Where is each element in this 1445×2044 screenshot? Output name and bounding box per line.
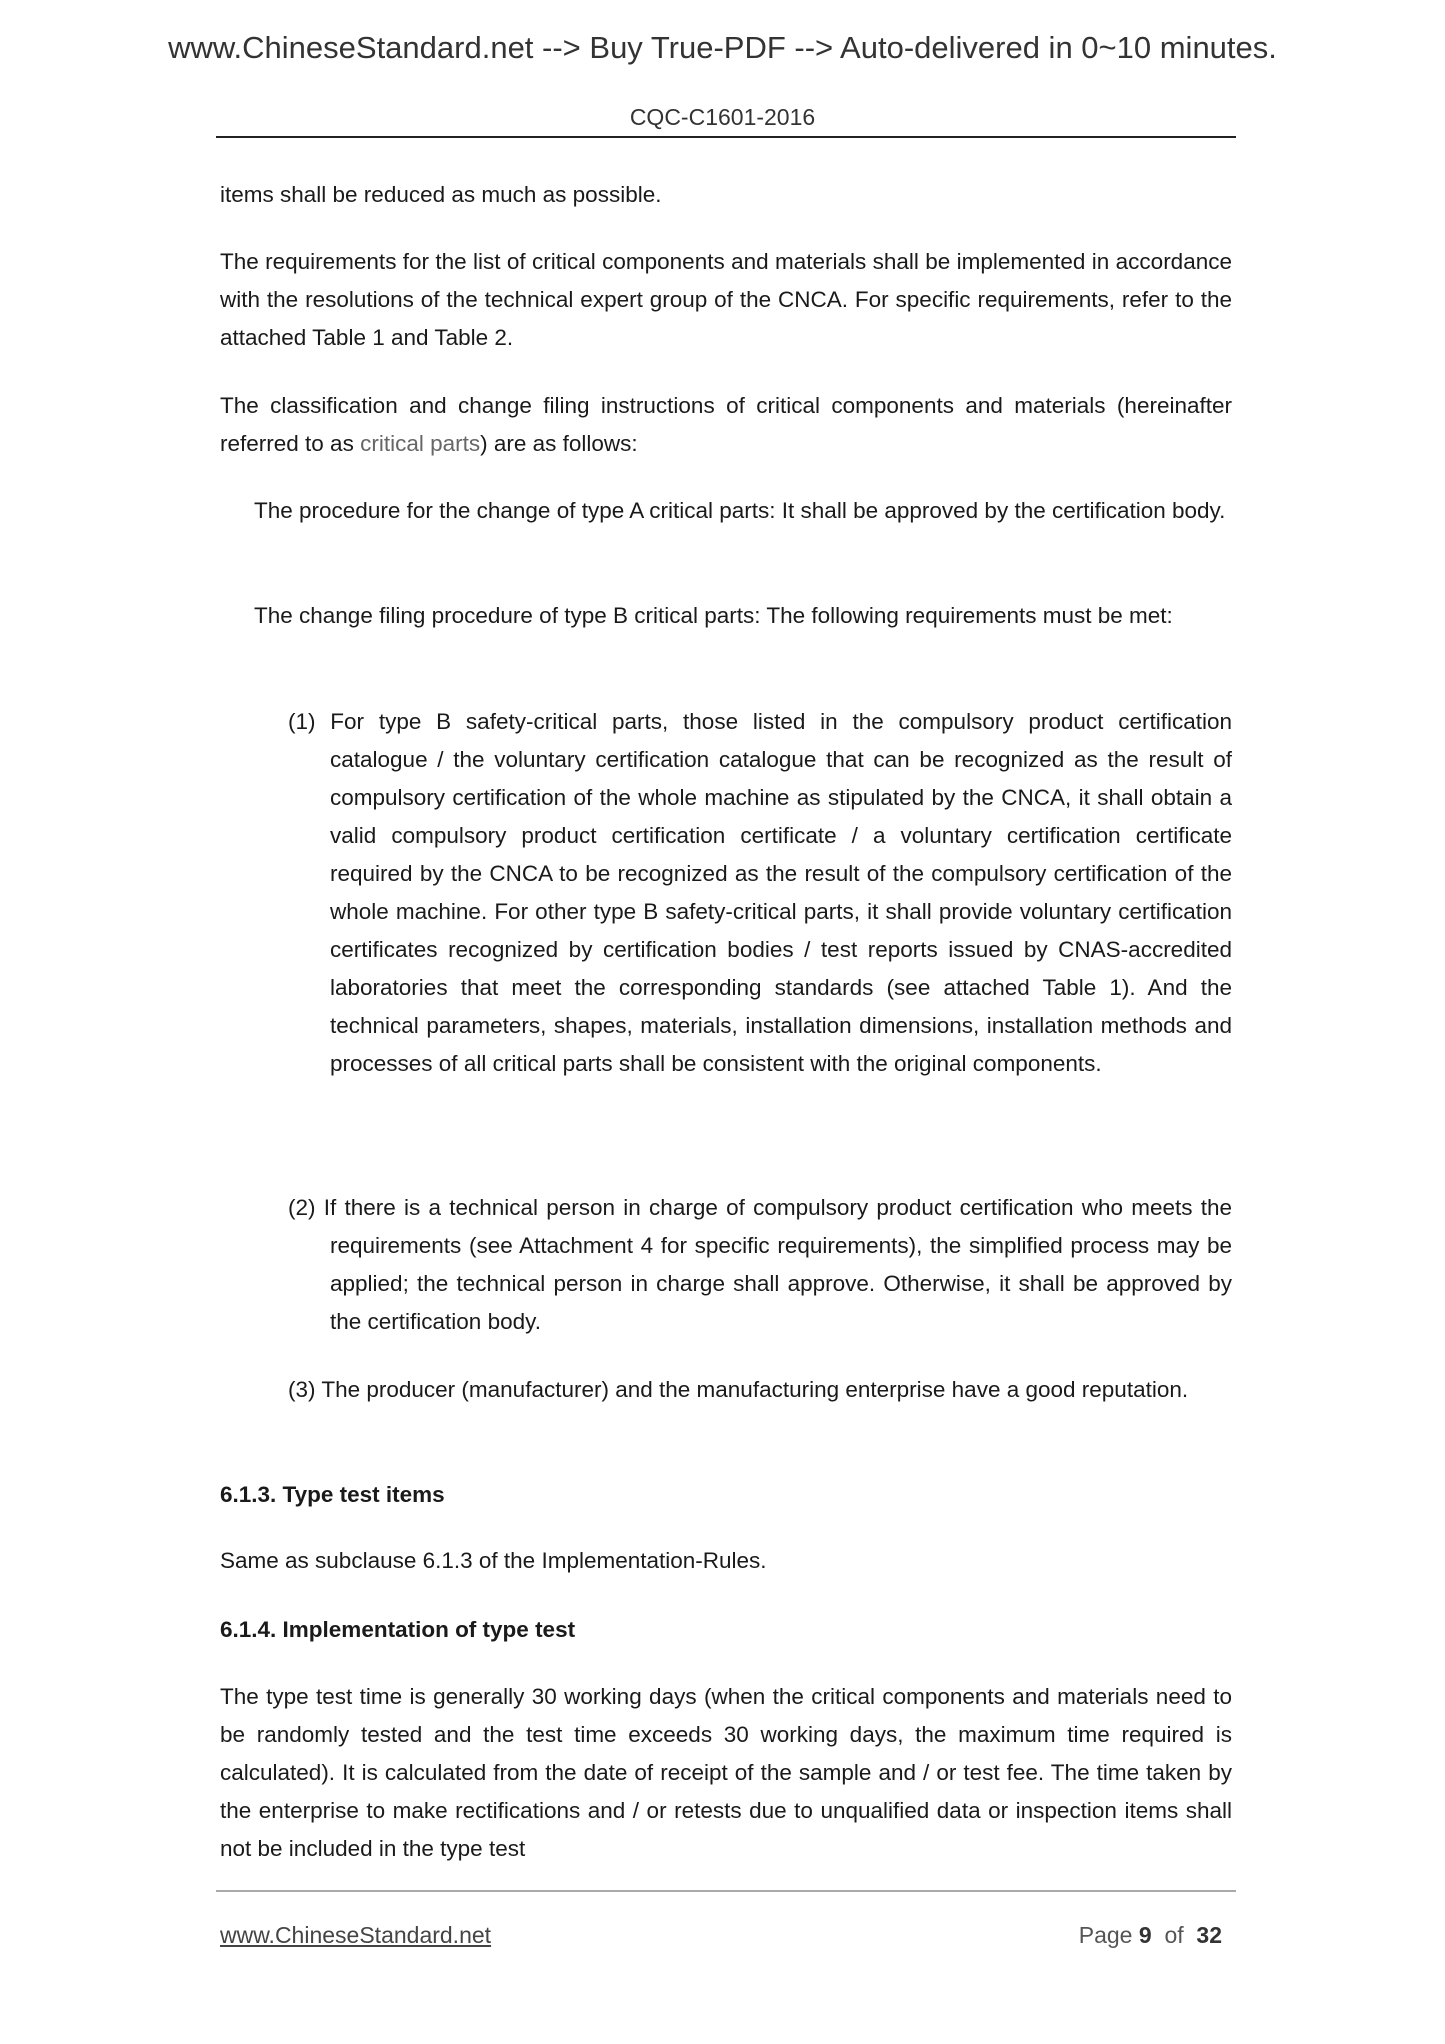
paragraph: items shall be reduced as much as possible. bbox=[220, 182, 662, 207]
page-label: Page bbox=[1078, 1922, 1133, 1948]
document-code: CQC-C1601-2016 bbox=[629, 104, 816, 130]
paragraph: Same as subclause 6.1.3 of the Implementation-Rules. bbox=[220, 1548, 767, 1573]
top-banner: www.ChineseStandard.net --> Buy True-PDF --> Auto-delivered in 0~10 minutes. bbox=[168, 30, 1277, 65]
page-total: 32 bbox=[1196, 1922, 1222, 1948]
section-heading: 6.1.3. Type test items bbox=[220, 1482, 445, 1507]
paragraph bbox=[220, 387, 1232, 463]
footer-rule bbox=[216, 1890, 1236, 1892]
paragraph-text: The classification and change filing instructions of critical components and materials (hereinafter referred to as bbox=[220, 393, 1232, 456]
of-label: of bbox=[1164, 1922, 1184, 1948]
paragraph: The type test time is generally 30 working days (when the critical components and materials need to be randomly tested and the test time exceeds 30 working days, the maximum time required is calculated). It is calculated from the date of receipt of the sample and / or test fee. The time taken by the enterprise to make rectifications and / or retests due to unqualified data or inspection items shall not be included in the type test bbox=[220, 1684, 1232, 1861]
critical-parts-term: critical parts bbox=[360, 431, 481, 456]
paragraph: The requirements for the list of critical components and materials shall be implemented in accordance with the resolutions of the technical expert group of the CNCA. For specific requirements, refer to the attached Table 1 and Table 2. bbox=[220, 249, 1232, 350]
section-heading: 6.1.4. Implementation of type test bbox=[220, 1617, 576, 1642]
list-item: (1) For type B safety-critical parts, those listed in the compulsory product certification catalogue / the voluntary certification catalogue that can be recognized as the result of compulsory certification of the whole machine as stipulated by the CNCA, it shall obtain a valid compulsory product certification certificate / a voluntary certification certificate required by the CNCA to be recognized as the result of the compulsory certification of the whole machine. For other type B safety-critical parts, it shall provide voluntary certification certificates recognized by certification bodies / test reports issued by CNAS-accredited laboratories that meet the corresponding standards (see attached Table 1). And the technical parameters, shapes, materials, installation dimensions, installation methods and processes of all critical parts shall be consistent with the original components. bbox=[288, 709, 1232, 1076]
paragraph: The procedure for the change of type A critical parts: It shall be approved by the certification body. bbox=[254, 498, 1226, 523]
page-number: 9 bbox=[1138, 1922, 1152, 1948]
footer-link[interactable]: www.ChineseStandard.net bbox=[220, 1922, 492, 1948]
paragraph: The change filing procedure of type B critical parts: The following requirements must be met: bbox=[254, 603, 1173, 628]
header-rule bbox=[216, 136, 1236, 138]
paragraph-text: ) are as follows: bbox=[480, 431, 638, 456]
page-indicator bbox=[1050, 1922, 1222, 1949]
list-item: (2) If there is a technical person in charge of compulsory product certification who meets the requirements (see Attachment 4 for specific requirements), the simplified process may be applied; the technical person in charge shall approve. Otherwise, it shall be approved by the certification body. bbox=[288, 1195, 1232, 1334]
list-item: (3) The producer (manufacturer) and the manufacturing enterprise have a good reputation. bbox=[288, 1377, 1189, 1402]
